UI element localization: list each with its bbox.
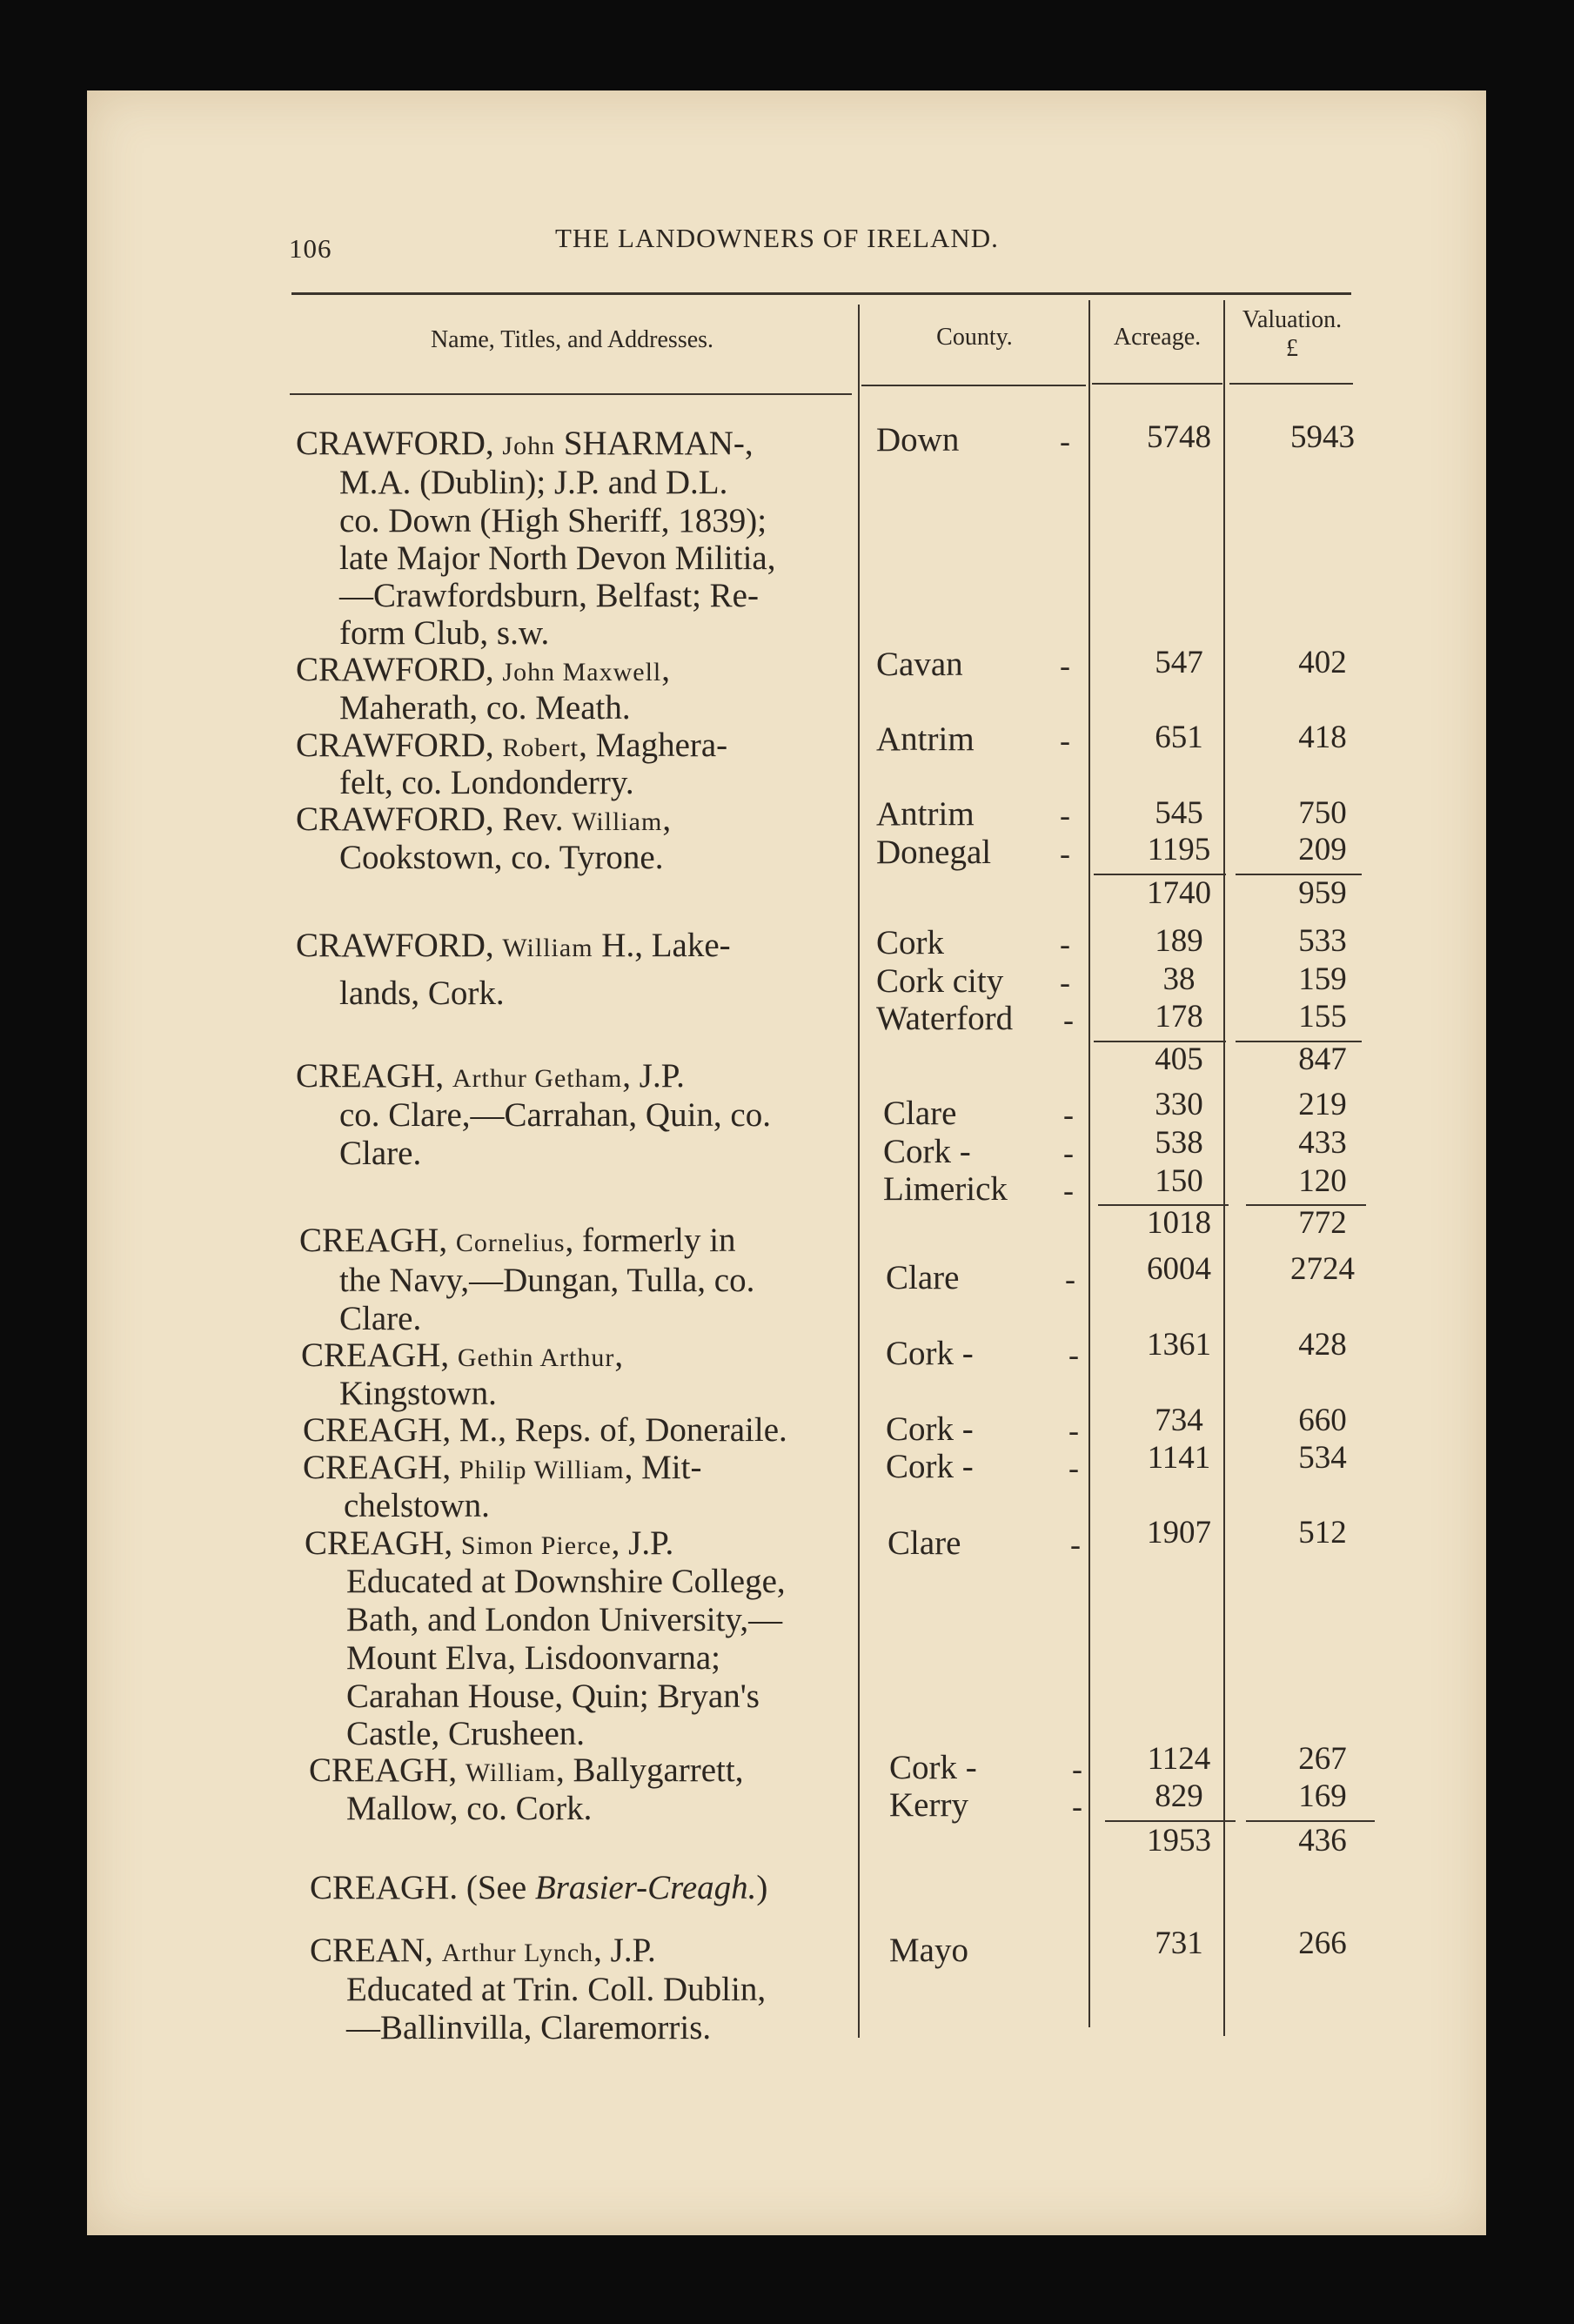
valuation-cell: 155 <box>1298 999 1347 1035</box>
acreage-cell: 5748 <box>1147 419 1211 455</box>
county-cell: Antrim <box>876 720 975 758</box>
county-cell: Cork <box>876 924 944 961</box>
acreage-cell: 38 <box>1162 961 1196 997</box>
county-cell: Waterford <box>876 1000 1014 1037</box>
top-rule <box>291 292 1351 295</box>
acreage-cell: 1141 <box>1147 1440 1211 1476</box>
entry-line: Clare. <box>339 1300 422 1337</box>
county-cell: Kerry <box>889 1786 968 1824</box>
acreage-cell: 1195 <box>1147 832 1211 867</box>
entry-line: Bath, and London University,— <box>346 1601 783 1638</box>
header-rule-county <box>861 385 1086 386</box>
county-cell: Clare <box>886 1259 960 1296</box>
valuation-cell: 267 <box>1298 1741 1347 1777</box>
entry-crawford-robert: CRAWFORD, Robert, Maghera- <box>296 727 728 764</box>
valuation-cell: 433 <box>1298 1125 1347 1161</box>
column-header-names: Name, Titles, and Addresses. <box>430 326 714 353</box>
acreage-cell: 829 <box>1155 1778 1203 1814</box>
valuation-cell: 159 <box>1298 961 1347 997</box>
entry-line: —Crawfordsburn, Belfast; Re- <box>339 577 759 614</box>
column-separator-1 <box>858 305 860 2038</box>
acreage-total: 405 <box>1155 1041 1203 1077</box>
leader-dash: - <box>1063 1135 1074 1170</box>
leader-dash: - <box>1060 965 1070 1000</box>
valuation-cell: 750 <box>1298 795 1347 831</box>
acreage-cell: 651 <box>1155 720 1203 755</box>
entry-line: Cookstown, co. Tyrone. <box>339 839 664 876</box>
county-cell: Cork city <box>876 962 1004 1000</box>
acreage-cell: 1907 <box>1147 1515 1211 1550</box>
leader-dash: - <box>1060 648 1070 683</box>
entry-line: Castle, Crusheen. <box>346 1715 586 1752</box>
acreage-cell: 178 <box>1155 999 1203 1035</box>
county-cell: Cork - <box>886 1448 974 1485</box>
acreage-cell: 545 <box>1155 795 1203 831</box>
entry-line: Educated at Downshire College, <box>346 1563 786 1600</box>
entry-creagh-philip-william: CREAGH, Philip William, Mit- <box>303 1449 702 1486</box>
entry-line: M.A. (Dublin); J.P. and D.L. <box>339 464 728 501</box>
leader-dash: - <box>1060 927 1070 961</box>
valuation-cell: 2724 <box>1290 1251 1355 1287</box>
leader-dash: - <box>1060 836 1070 871</box>
valuation-cell: 5943 <box>1290 419 1355 455</box>
valuation-cell: 428 <box>1298 1327 1347 1363</box>
leader-dash: - <box>1063 1097 1074 1132</box>
entry-line: the Navy,—Dungan, Tulla, co. <box>339 1262 755 1299</box>
valuation-total: 847 <box>1298 1041 1347 1077</box>
entry-line: Carahan House, Quin; Bryan's <box>346 1678 760 1715</box>
county-cell: Mayo <box>889 1932 968 1969</box>
acreage-total: 1018 <box>1147 1205 1211 1241</box>
entry-line: Educated at Trin. Coll. Dublin, <box>346 1971 767 2008</box>
acreage-cell: 731 <box>1155 1926 1203 1961</box>
acreage-cell: 1124 <box>1147 1741 1211 1777</box>
entry-line: form Club, s.w. <box>339 614 550 652</box>
valuation-cell: 418 <box>1298 720 1347 755</box>
leader-dash: - <box>1070 1527 1081 1562</box>
county-cell: Down <box>876 421 960 459</box>
valuation-cell: 209 <box>1298 832 1347 867</box>
valuation-cell: 512 <box>1298 1515 1347 1550</box>
column-header-valuation: Valuation. <box>1242 306 1343 333</box>
entry-line: co. Clare,—Carrahan, Quin, co. <box>339 1096 771 1134</box>
entry-line: lands, Cork. <box>339 974 505 1012</box>
entry-creagh-m-reps: CREAGH, M., Reps. of, Doneraile. <box>303 1411 787 1449</box>
leader-dash: - <box>1063 1002 1074 1037</box>
county-cell: Antrim <box>876 795 975 833</box>
entry-creagh-cornelius: CREAGH, Cornelius, formerly in <box>299 1222 736 1259</box>
valuation-cell: 120 <box>1298 1163 1347 1199</box>
leader-dash: - <box>1065 1262 1075 1296</box>
entry-creagh-arthur-getham: CREAGH, Arthur Getham, J.P. <box>296 1057 685 1095</box>
entry-creagh-simon-pierce: CREAGH, Simon Pierce, J.P. <box>305 1524 674 1562</box>
acreage-cell: 734 <box>1155 1403 1203 1438</box>
acreage-cell: 547 <box>1155 645 1203 680</box>
entry-line: Mount Elva, Lisdoonvarna; <box>346 1639 721 1677</box>
valuation-cell: 169 <box>1298 1778 1347 1814</box>
acreage-cell: 1361 <box>1147 1327 1211 1363</box>
valuation-cell: 534 <box>1298 1440 1347 1476</box>
valuation-cell: 660 <box>1298 1403 1347 1438</box>
entry-line: Clare. <box>339 1135 422 1172</box>
county-cell: Clare <box>883 1095 957 1132</box>
entry-line: —Ballinvilla, Claremorris. <box>346 2009 712 2046</box>
entry-creagh-gethin-arthur: CREAGH, Gethin Arthur, <box>301 1336 624 1374</box>
valuation-cell: 219 <box>1298 1087 1347 1122</box>
entry-line: Kingstown. <box>339 1375 497 1412</box>
entry-crawford-william-h: CRAWFORD, William H., Lake- <box>296 927 731 964</box>
valuation-cell: 266 <box>1298 1926 1347 1961</box>
entry-line: Maherath, co. Meath. <box>339 689 631 727</box>
leader-dash: - <box>1068 1413 1079 1448</box>
header-rule-names <box>290 393 852 395</box>
valuation-total: 959 <box>1298 875 1347 911</box>
leader-dash: - <box>1068 1450 1079 1485</box>
running-title: THE LANDOWNERS OF IRELAND. <box>555 223 999 253</box>
acreage-cell: 189 <box>1155 923 1203 959</box>
leader-dash: - <box>1060 798 1070 833</box>
column-header-acreage: Acreage. <box>1113 324 1202 351</box>
valuation-total: 772 <box>1298 1205 1347 1241</box>
acreage-cell: 330 <box>1155 1087 1203 1122</box>
valuation-cell: 402 <box>1298 645 1347 680</box>
entry-line: co. Down (High Sheriff, 1839); <box>339 502 767 539</box>
leader-dash: - <box>1060 723 1070 758</box>
county-cell: Cork - <box>889 1749 977 1786</box>
county-cell: Cork - <box>886 1410 974 1448</box>
valuation-total: 436 <box>1298 1823 1347 1859</box>
acreage-cell: 538 <box>1155 1125 1203 1161</box>
entry-creagh-see-reference: CREAGH. (See Brasier-Creagh.) <box>310 1869 768 1906</box>
county-cell: Limerick <box>883 1170 1008 1208</box>
header-rule-valuation <box>1229 383 1353 385</box>
entry-line: late Major North Devon Militia, <box>339 539 776 577</box>
valuation-unit: £ <box>1286 335 1298 362</box>
header-rule-acreage <box>1092 383 1222 385</box>
entry-crawford-rev-william: CRAWFORD, Rev. William, <box>296 800 672 838</box>
county-cell: Clare <box>887 1524 961 1562</box>
county-cell: Cavan <box>876 646 963 683</box>
acreage-total: 1740 <box>1147 875 1211 911</box>
acreage-cell: 6004 <box>1147 1251 1211 1287</box>
county-cell: Donegal <box>876 834 992 871</box>
leader-dash: - <box>1068 1337 1079 1372</box>
entry-crawford-john-maxwell: CRAWFORD, John Maxwell, <box>296 651 670 688</box>
entry-creagh-william: CREAGH, William, Ballygarrett, <box>309 1751 744 1789</box>
acreage-total: 1953 <box>1147 1823 1211 1859</box>
leader-dash: - <box>1072 1751 1082 1786</box>
column-separator-2 <box>1088 300 1090 2027</box>
leader-dash: - <box>1060 424 1070 459</box>
county-cell: Cork - <box>886 1335 974 1372</box>
leader-dash: - <box>1072 1789 1082 1824</box>
column-header-county: County. <box>936 324 1013 351</box>
page-number: 106 <box>289 233 332 264</box>
entry-line: Mallow, co. Cork. <box>346 1790 593 1827</box>
entry-crean-arthur-lynch: CREAN, Arthur Lynch, J.P. <box>310 1932 656 1969</box>
leader-dash: - <box>1063 1173 1074 1208</box>
valuation-cell: 533 <box>1298 923 1347 959</box>
entry-line: felt, co. Londonderry. <box>339 764 634 801</box>
entry-line: chelstown. <box>344 1487 490 1524</box>
entry-crawford-john-sharman: CRAWFORD, John SHARMAN-, <box>296 425 754 462</box>
county-cell: Cork - <box>883 1133 971 1170</box>
acreage-cell: 150 <box>1155 1163 1203 1199</box>
